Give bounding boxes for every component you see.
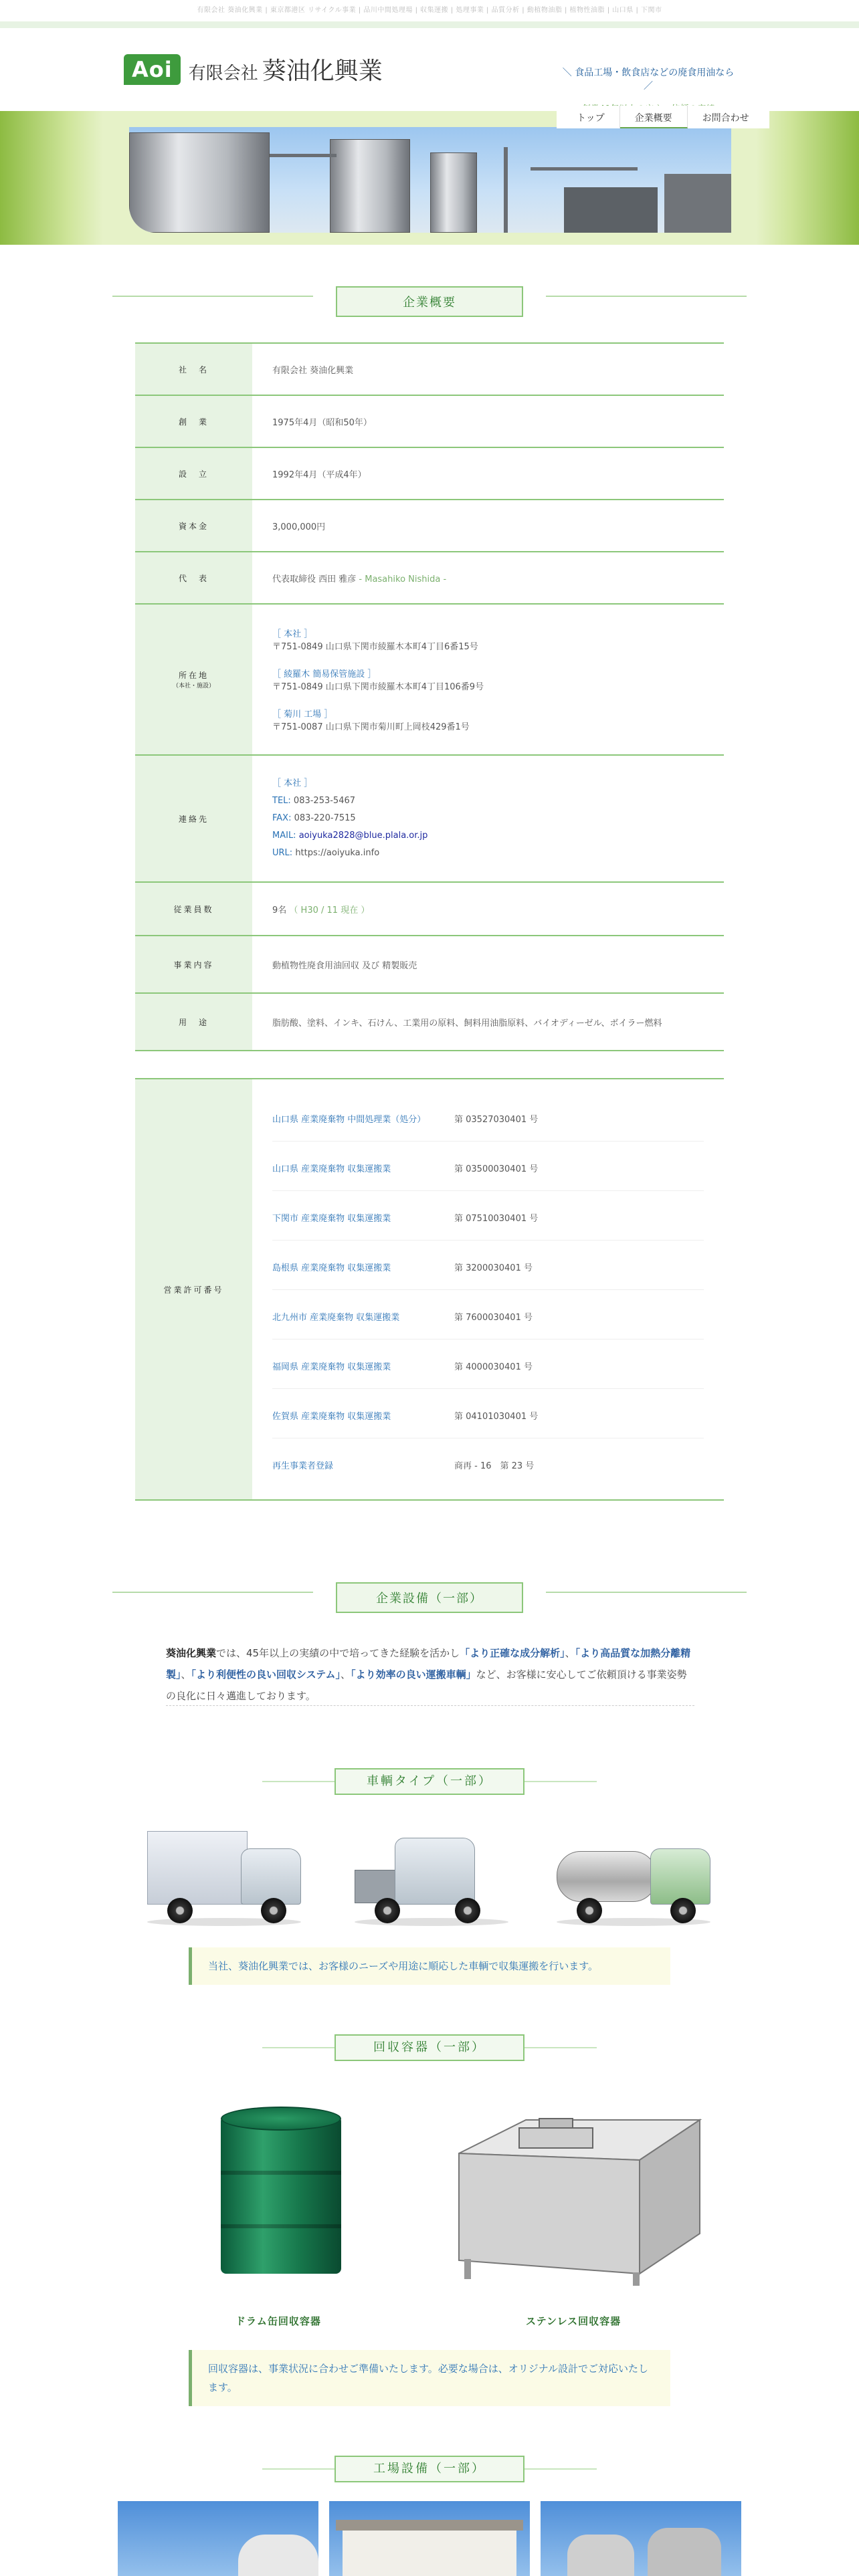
truck-tank <box>550 1818 717 1931</box>
company-outline-table <box>135 342 724 1501</box>
subsection-title: 工場設備（一部） <box>335 2456 524 2482</box>
row-value: 1975年4月（昭和50年） <box>252 395 724 447</box>
tank-shape <box>430 152 477 233</box>
truck-cargo <box>147 1831 248 1905</box>
address-label: 所在地 <box>178 671 209 680</box>
nav-top[interactable]: トップ <box>562 106 620 128</box>
tank-shape <box>129 132 270 233</box>
hero-photo-tanks <box>129 127 731 233</box>
employees-value: 9名 <box>272 905 287 916</box>
permit-list <box>252 1079 724 1500</box>
permit-name: 下関市 産業廃棄物 収集運搬業 <box>272 1213 391 1224</box>
photo-tank-shape <box>238 2535 318 2576</box>
pipe-shape <box>270 154 337 157</box>
truck-flatbed <box>348 1818 515 1931</box>
tank-shape <box>330 139 410 233</box>
vehicles-heading <box>262 1768 597 1795</box>
company-outline-heading <box>0 277 859 317</box>
permit-row <box>272 1389 704 1438</box>
permit-no: 第 03500030401 号 <box>454 1164 539 1174</box>
intro-highlight: 「より高品質な加熱分離精製」 <box>166 1647 691 1681</box>
photo-tank-shape <box>648 2528 721 2576</box>
truck-wheel <box>167 1898 193 1923</box>
logo-company <box>189 52 383 86</box>
url-label: URL: <box>272 848 293 858</box>
heading-line <box>546 296 747 297</box>
intro-text: では、45年以上の実績の中で培ってきた経験を活かし <box>216 1647 460 1659</box>
drum-rib <box>221 2171 341 2175</box>
equipment-intro <box>166 1642 694 1707</box>
row-label: 社 名 <box>135 343 252 395</box>
permit-name: 山口県 産業廃棄物 中間処理業（処分） <box>272 1114 426 1125</box>
mail-label: MAIL: <box>272 831 296 841</box>
intro-sep: 、 <box>341 1669 351 1681</box>
row-value: 3,000,000円 <box>252 500 724 552</box>
truck-wheel <box>670 1898 696 1923</box>
truck-wheel <box>577 1898 602 1923</box>
contact-value <box>252 755 724 882</box>
row-label: 代 表 <box>135 552 252 604</box>
factory-photo-2 <box>329 2501 530 2576</box>
row-label: 資本金 <box>135 500 252 552</box>
drum-top <box>221 2107 341 2131</box>
main-nav <box>557 106 769 128</box>
row-value <box>252 552 724 604</box>
section-title: 企業概要 <box>336 286 523 317</box>
representative-name-en: - Masahiko Nishida - <box>359 574 447 584</box>
permit-name: 福岡県 産業廃棄物 収集運搬業 <box>272 1362 391 1372</box>
heading-line <box>112 296 313 297</box>
nav-company[interactable]: 企業概要 <box>620 106 688 128</box>
permit-row <box>272 1092 704 1142</box>
permit-no: 第 7600030401 号 <box>454 1312 533 1323</box>
address-name: ［ 菊川 工場 ］ <box>272 710 333 720</box>
stainless-container-image <box>446 2107 706 2287</box>
tel-value[interactable]: 083-253-5467 <box>293 796 356 806</box>
permit-row <box>272 1142 704 1191</box>
row-value: 1992年4月（平成4年） <box>252 447 724 500</box>
intro-company: 葵油化興業 <box>166 1647 217 1659</box>
factory-heading <box>262 2456 597 2482</box>
containers-note: 回収容器は、事業状況に合わせご準備いたします。必要な場合は、オリジナル設計でご対応いたします。 <box>189 2350 670 2406</box>
row-label <box>135 604 252 755</box>
row-value <box>252 882 724 936</box>
permit-no: 第 04101030401 号 <box>454 1411 539 1422</box>
permit-row <box>272 1191 704 1241</box>
intro-highlight: 「より利便性の良い回収システム」 <box>191 1669 341 1681</box>
address-sublabel: （本社・施設） <box>172 683 215 689</box>
truck-wheel <box>375 1898 400 1923</box>
address-line: 〒751-0849 山口県下関市綾羅木本町4丁目6番15号 <box>272 642 478 652</box>
representative-name: 代表取締役 西田 雅彦 <box>272 574 357 584</box>
truck-wheel <box>455 1898 480 1923</box>
photo-roof-shape <box>336 2520 523 2531</box>
truck-cab <box>650 1848 710 1905</box>
tel-label: TEL: <box>272 796 291 806</box>
address-name: ［ 綾羅木 簡易保管施設 ］ <box>272 669 377 679</box>
contact-office: ［ 本社 ］ <box>272 778 313 788</box>
vehicles-note: 当社、葵油化興業では、お客様のニーズや用途に順応した車輌で収集運搬を行います。 <box>189 1947 670 1985</box>
intro-divider <box>166 1705 694 1706</box>
pipe-shape <box>564 187 658 233</box>
pipe-shape <box>504 147 508 233</box>
truck-tank-body <box>557 1851 657 1902</box>
factory-photo-3 <box>541 2501 741 2576</box>
address-line: 〒751-0849 山口県下関市綾羅木本町4丁目106番9号 <box>272 682 484 692</box>
truck-cab <box>395 1838 475 1905</box>
site-logo[interactable] <box>124 52 383 86</box>
truck-cab <box>241 1848 301 1905</box>
row-label: 従業員数 <box>135 882 252 936</box>
permit-row <box>272 1339 704 1389</box>
permit-row <box>272 1438 704 1487</box>
intro-text: など、お客様に安心してご依頼頂ける事業姿勢の良化に日々邁進しております。 <box>166 1669 687 1702</box>
intro-sep: 、 <box>181 1669 191 1681</box>
section-title: 企業設備（一部） <box>336 1582 523 1613</box>
truck-refrigerated <box>140 1818 308 1931</box>
containers-heading <box>262 2034 597 2061</box>
logo-badge: Aoi <box>124 54 181 85</box>
row-label: 連絡先 <box>135 755 252 882</box>
permit-no: 第 03527030401 号 <box>454 1114 539 1125</box>
header-tagline: ＼ 食品工場・飲食店などの廃食用油なら ／ <box>562 68 735 92</box>
permit-no: 第 07510030401 号 <box>454 1213 539 1224</box>
photo-tank-shape <box>567 2535 634 2576</box>
hero-banner <box>0 111 859 245</box>
intro-sep: 、 <box>565 1647 575 1659</box>
permit-row <box>272 1241 704 1290</box>
drum-body <box>221 2116 341 2274</box>
permit-name: 島根県 産業廃棄物 収集運搬業 <box>272 1263 391 1273</box>
permit-name: 山口県 産業廃棄物 収集運搬業 <box>272 1164 391 1174</box>
row-value: 動植物性廃食用油回収 及び 精製販売 <box>252 936 724 993</box>
tank-label: ステンレス回収容器 <box>526 2315 622 2327</box>
equipment-heading <box>0 1573 859 1613</box>
stainless-tank-icon <box>446 2107 706 2287</box>
intro-highlight: 「より効率の良い運搬車輌」 <box>351 1669 476 1681</box>
factory-photo-1 <box>118 2501 318 2576</box>
permit-row <box>272 1290 704 1339</box>
drum-label: ドラム缶回収容器 <box>235 2315 321 2327</box>
logo-kind: 有限会社 <box>188 64 258 84</box>
subsection-title: 車輌タイプ（一部） <box>335 1768 524 1795</box>
row-label: 設 立 <box>135 447 252 500</box>
nav-contact[interactable]: お問合わせ <box>702 113 749 124</box>
spacer-cell <box>135 1051 252 1079</box>
permit-name: 北九州市 産業廃棄物 収集運搬業 <box>272 1312 400 1323</box>
row-label: 営業許可番号 <box>135 1079 252 1500</box>
row-value: 有限会社 葵油化興業 <box>252 343 724 395</box>
fax-value: 083-220-7515 <box>294 813 356 823</box>
logo-name: 葵油化興業 <box>262 58 383 85</box>
intro-highlight: 「より正確な成分解析」 <box>460 1647 565 1659</box>
url-link[interactable]: https://aoiyuka.info <box>295 848 380 858</box>
pipe-shape <box>664 174 731 233</box>
pipe-shape <box>531 167 638 171</box>
permit-name: 佐賀県 産業廃棄物 収集運搬業 <box>272 1411 391 1422</box>
address-line: 〒751-0087 山口県下関市菊川町上岡枝429番1号 <box>272 722 470 732</box>
fax-label: FAX: <box>272 813 292 823</box>
permit-no: 商再 - 16 第 23 号 <box>454 1461 535 1471</box>
top-keyword-line: 有限会社 葵油化興業 | 東京都港区 リサイクル事業 | 品川中間処理場 | 収集運搬 | 処理事業 | 品質分析 | 動植物油脂 | 植物性油脂 | 山口県 | 下関市 <box>0 0 859 21</box>
address-value <box>252 604 724 755</box>
mail-link[interactable]: aoiyuka2828@blue.plala.or.jp <box>298 831 428 841</box>
row-label: 創 業 <box>135 395 252 447</box>
drum-rib <box>221 2224 341 2228</box>
truck-wheel <box>261 1898 286 1923</box>
heading-line <box>546 1592 747 1593</box>
top-accent-bar <box>0 21 859 28</box>
drum-container-image <box>221 2107 341 2280</box>
subsection-title: 回収容器（一部） <box>335 2034 524 2061</box>
address-name: ［ 本社 ］ <box>272 629 313 639</box>
permit-name: 再生事業者登録 <box>272 1461 334 1471</box>
employees-note: （ H30 / 11 現在 ） <box>289 905 370 916</box>
permit-no: 第 3200030401 号 <box>454 1263 533 1273</box>
row-label: 用 途 <box>135 993 252 1051</box>
row-label: 事業内容 <box>135 936 252 993</box>
spacer-cell <box>252 1051 724 1079</box>
site-header <box>0 28 859 111</box>
photo-building-shape <box>343 2528 516 2576</box>
heading-line <box>112 1592 313 1593</box>
row-value: 脂肪酸、塗料、インキ、石けん、工業用の原料、飼料用油脂原料、バイオディーゼル、ボイラー燃料 <box>252 993 724 1051</box>
permit-no: 第 4000030401 号 <box>454 1362 533 1372</box>
